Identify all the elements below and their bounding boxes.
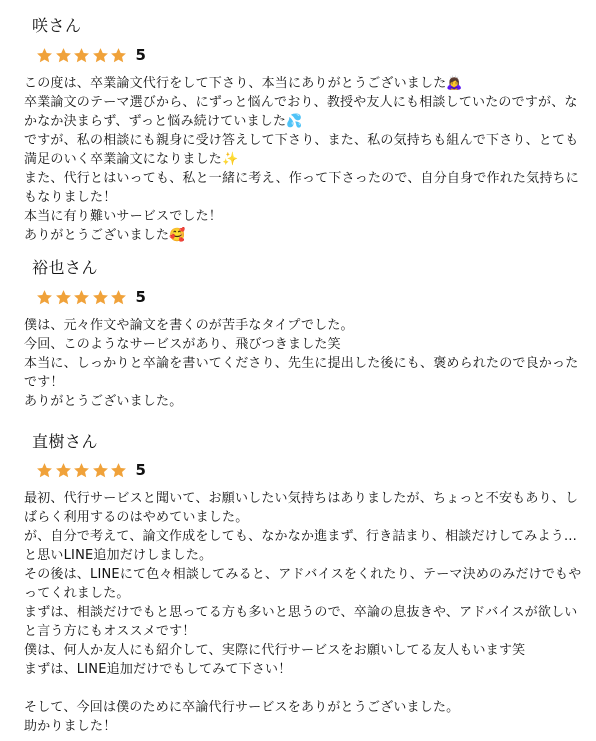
rating-row bbox=[36, 460, 146, 480]
reviewer-name: 裕也さん bbox=[32, 258, 99, 277]
star-icon bbox=[73, 47, 90, 64]
star-icon bbox=[55, 47, 72, 64]
star-icon bbox=[92, 47, 109, 64]
star-icon bbox=[110, 462, 127, 479]
star-icon bbox=[92, 289, 109, 306]
star-icon bbox=[36, 289, 53, 306]
star-rating bbox=[36, 289, 129, 306]
rating-score: 5 bbox=[135, 288, 146, 306]
star-icon bbox=[92, 462, 109, 479]
star-icon bbox=[55, 462, 72, 479]
star-icon bbox=[73, 289, 90, 306]
star-icon bbox=[110, 47, 127, 64]
reviewer-name: 直樹さん bbox=[32, 432, 99, 451]
review-text: 僕は、元々作文や論文を書くのが苦手なタイプでした。 今回、このようなサービスがあり、飛びつきました笑 本当に、しっかりと卒論を書いてくださり、先生に提出した後にも、褒められたので良かったです！ ありがとうございました。 bbox=[24, 318, 579, 409]
star-icon bbox=[55, 289, 72, 306]
star-rating bbox=[36, 462, 129, 479]
rating-score: 5 bbox=[135, 46, 146, 64]
review-text: 最初、代行サービスと聞いて、お願いしたい気持ちはありましたが、ちょっと不安もあり、しばらく利用するのはやめていました。 が、自分で考えて、論文作成をしても、なかなか進まず、行き詰まり、相談だけしてみよう…と思いLINE追加だけしました。 その後は、LINEにて色々相談してみると、アドバイスをくれたり、テーマ決めのみだけでもやってくれました。 まずは、相談だけでもと思ってる方も多いと思うので、卒論の息抜きや、アドバイスが欲しいと言う方にもオススメです！ 僕は、何人か友人にも紹介して、実際に代行サービスをお願いしてる友人もいます笑 まずは、LINE追加だけでもしてみて下さい！ そして、今回は僕のために卒論代行サービスをありがとうございました。 助かりました！ bbox=[24, 491, 582, 734]
rating-score: 5 bbox=[135, 461, 146, 479]
star-icon bbox=[36, 462, 53, 479]
review-text: この度は、卒業論文代行をして下さり、本当にありがとうございました🙇‍♀️ 卒業論文のテーマ選びから、にずっと悩んでおり、教授や友人にも相談していたのですが、なかなか決まらず、ずっと悩み続けていました💦 ですが、私の相談にも親身に受け答えして下さり、また、私の気持ちも組んで下さり、とても満足のいく卒業論文になりました✨ また、代行とはいっても、私と一緒に考え、作って下さったので、自分自身で作れた気持ちにもなりました！ 本当に有り難いサービスでした！ ありがとうございました🥰 bbox=[24, 76, 579, 243]
rating-row bbox=[36, 45, 146, 65]
star-icon bbox=[110, 289, 127, 306]
star-rating bbox=[36, 47, 129, 64]
star-icon bbox=[73, 462, 90, 479]
reviewer-name: 咲さん bbox=[32, 16, 82, 35]
rating-row bbox=[36, 287, 146, 307]
star-icon bbox=[36, 47, 53, 64]
